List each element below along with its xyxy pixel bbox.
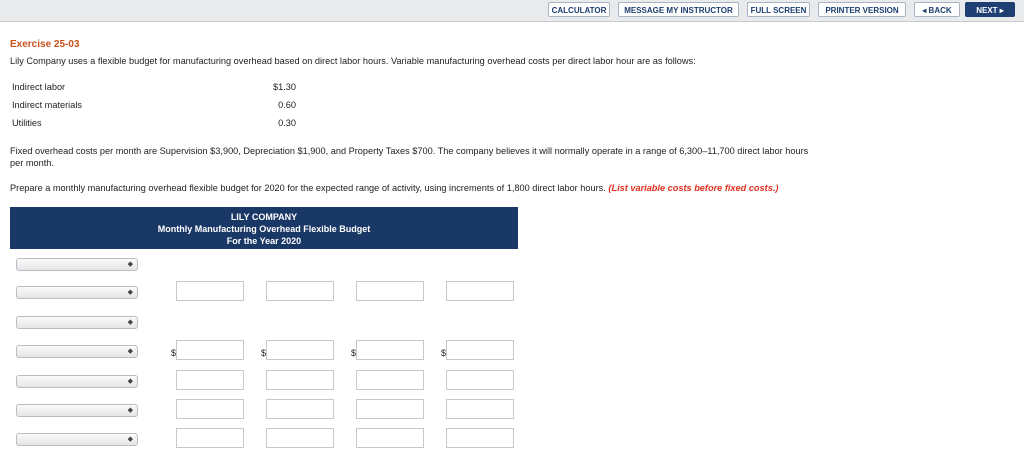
budget-amount-input[interactable] — [356, 340, 424, 360]
exercise-title: Exercise 25-03 — [10, 39, 80, 50]
currency-symbol: $ — [441, 348, 447, 358]
currency-symbol: $ — [171, 348, 177, 358]
fixed-costs-text: Fixed overhead costs per month are Supervision $3,900, Depreciation $1,900, and Property Taxes $700. The company believes it will normally operate in a range of 6,300–11,700 direct labor hours — [10, 146, 809, 156]
budget-amount-input[interactable] — [176, 399, 244, 419]
message-instructor-button[interactable]: MESSAGE MY INSTRUCTOR — [618, 2, 739, 17]
budget-header — [10, 207, 518, 249]
company-name: LILY COMPANY — [230, 212, 298, 222]
intro-text: Lily Company uses a flexible budget for manufacturing overhead based on direct labor hours. Variable manufacturing overhead costs per direct labor hour are as follows: — [10, 56, 696, 66]
budget-amount-input[interactable] — [176, 340, 244, 360]
activity-level-input[interactable] — [446, 281, 514, 301]
budget-amount-input[interactable] — [446, 340, 514, 360]
full-screen-button[interactable]: FULL SCREEN — [747, 2, 810, 17]
exercise-content — [0, 22, 1024, 454]
chevron-updown-icon: ◆ — [127, 319, 133, 326]
cost-value: 0.60 — [278, 100, 296, 110]
instructions-text — [10, 183, 778, 193]
row-label-select[interactable] — [16, 404, 138, 417]
back-button[interactable]: ◂ BACK — [914, 2, 960, 17]
prepare-text: Prepare a monthly manufacturing overhead flexible budget for 2020 for the expected range of activity, using increments of 1,800 direct labor hours. — [10, 183, 606, 193]
budget-amount-input[interactable] — [266, 370, 334, 390]
budget-title: Monthly Manufacturing Overhead Flexible Budget — [157, 224, 371, 234]
budget-amount-input[interactable] — [266, 340, 334, 360]
chevron-updown-icon: ◆ — [127, 348, 133, 355]
cost-label: Indirect labor — [12, 82, 66, 92]
row-label-select[interactable] — [16, 258, 138, 271]
budget-amount-input[interactable] — [356, 370, 424, 390]
calculator-button[interactable]: CALCULATOR — [548, 2, 610, 17]
chevron-updown-icon: ◆ — [127, 289, 133, 296]
budget-amount-input[interactable] — [176, 428, 244, 448]
fixed-costs-text-cont: per month. — [10, 158, 54, 168]
budget-amount-input[interactable] — [446, 428, 514, 448]
row-label-select[interactable] — [16, 316, 138, 329]
budget-amount-input[interactable] — [446, 399, 514, 419]
cost-label: Utilities — [12, 118, 42, 128]
currency-symbol: $ — [351, 348, 357, 358]
budget-amount-input[interactable] — [356, 399, 424, 419]
instruction-note: (List variable costs before fixed costs.) — [608, 183, 779, 193]
cost-label: Indirect materials — [12, 100, 82, 110]
activity-level-input[interactable] — [176, 281, 244, 301]
row-label-select[interactable] — [16, 433, 138, 446]
top-toolbar — [0, 0, 1024, 22]
currency-symbol: $ — [261, 348, 267, 358]
cost-value: $1.30 — [273, 82, 296, 92]
next-button[interactable]: NEXT ▸ — [965, 2, 1015, 17]
cost-value: 0.30 — [278, 118, 296, 128]
activity-level-input[interactable] — [356, 281, 424, 301]
row-label-select[interactable] — [16, 286, 138, 299]
row-label-select[interactable] — [16, 345, 138, 358]
printer-version-button[interactable]: PRINTER VERSION — [818, 2, 906, 17]
budget-period: For the Year 2020 — [226, 236, 302, 246]
chevron-updown-icon: ◆ — [127, 261, 133, 268]
activity-level-input[interactable] — [266, 281, 334, 301]
chevron-updown-icon: ◆ — [127, 378, 133, 385]
budget-amount-input[interactable] — [176, 370, 244, 390]
chevron-updown-icon: ◆ — [127, 407, 133, 414]
chevron-updown-icon: ◆ — [127, 436, 133, 443]
budget-amount-input[interactable] — [266, 399, 334, 419]
budget-amount-input[interactable] — [446, 370, 514, 390]
budget-amount-input[interactable] — [266, 428, 334, 448]
row-label-select[interactable] — [16, 375, 138, 388]
budget-amount-input[interactable] — [356, 428, 424, 448]
